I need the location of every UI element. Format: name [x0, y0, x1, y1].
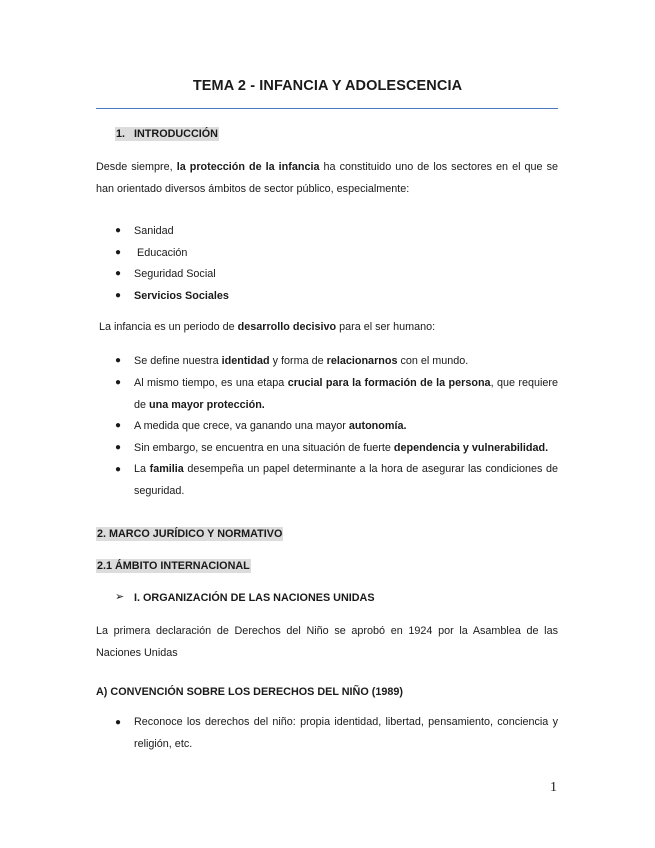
section-2-1-heading-text: 2.1 ÁMBITO INTERNACIONAL	[97, 560, 250, 572]
bullet-icon: ●	[115, 442, 122, 453]
onu-heading: I. ORGANIZACIÓN DE LAS NACIONES UNIDAS	[134, 592, 375, 604]
list-item-sanidad: Sanidad	[134, 225, 174, 237]
point-autonomia	[134, 419, 406, 433]
bullet-icon: ●	[115, 247, 122, 258]
point-bold: autonomía.	[348, 420, 407, 432]
infancia-bold: desarrollo decisivo	[237, 321, 337, 333]
point-text: y forma de	[269, 355, 327, 367]
convencion-point: Reconoce los derechos del niño: propia identidad, libertad, pensamiento, conciencia y religión, etc.	[134, 716, 558, 750]
section-2-heading-text: 2. MARCO JURÍDICO Y NORMATIVO	[97, 528, 283, 540]
declaracion-paragraph: La primera declaración de Derechos del Niño se aprobó en 1924 por la Asamblea de las Naciones Unidas	[96, 625, 558, 659]
section-1-heading-text: 1. INTRODUCCIÓN	[116, 128, 218, 140]
point-text: desempeña un papel determinante a la hora de asegurar las condiciones de seguridad.	[134, 463, 559, 497]
infancia-intro	[96, 320, 435, 334]
bullet-icon: ●	[115, 717, 122, 728]
point-bold: relacionarnos	[326, 355, 398, 367]
point-text: Al mismo tiempo, es una etapa	[134, 377, 288, 389]
point-text: A medida que crece, va ganando una mayor	[134, 420, 349, 432]
point-text: La	[134, 463, 150, 475]
point-bold: crucial para la formación de la persona	[287, 377, 491, 389]
point-bold: una mayor protección.	[149, 399, 265, 411]
bullet-icon: ●	[115, 268, 122, 279]
point-dependencia	[134, 441, 548, 455]
point-text: , que requiere de	[134, 377, 559, 411]
point-identidad	[134, 354, 468, 368]
infancia-pre: La infancia es un periodo de	[96, 321, 238, 333]
section-1-heading	[115, 127, 219, 141]
point-text: Sin embargo, se encuentra en una situación de fuerte	[134, 442, 394, 454]
list-item-servicios-sociales: Servicios Sociales	[134, 290, 229, 302]
point-text: Se define nuestra	[134, 355, 222, 367]
point-bold: dependencia y vulnerabilidad.	[393, 442, 549, 454]
intro-post: ha constituido uno de los sectores en el que se han orientado diversos ámbitos de sector público, especialmente:	[96, 161, 558, 195]
list-item-seguridad-social: Seguridad Social	[134, 268, 216, 280]
document-title: TEMA 2 - INFANCIA Y ADOLESCENCIA	[192, 78, 463, 94]
intro-bold: la protección de la infancia	[176, 161, 320, 173]
intro-pre: Desde siempre,	[96, 161, 177, 173]
bullet-icon: ●	[115, 377, 122, 388]
point-text: con el mundo.	[397, 355, 469, 367]
point-bold: identidad	[221, 355, 270, 367]
bullet-icon: ●	[115, 464, 122, 475]
convencion-heading: A) CONVENCIÓN SOBRE LOS DERECHOS DEL NIÑO (1989)	[96, 686, 403, 698]
bullet-icon: ●	[115, 290, 122, 301]
arrow-bullet-icon: ➢	[115, 591, 125, 603]
bullet-icon: ●	[115, 355, 122, 366]
infancia-post: para el ser humano:	[336, 321, 436, 333]
point-crucial	[134, 372, 558, 416]
point-bold: familia	[149, 463, 184, 475]
title-underline	[96, 108, 558, 109]
list-item-educacion: Educación	[134, 247, 188, 259]
bullet-icon: ●	[115, 420, 122, 431]
bullet-icon: ●	[115, 225, 122, 236]
intro-paragraph	[96, 156, 558, 200]
section-2-heading	[96, 527, 283, 541]
section-2-1-heading	[96, 559, 251, 573]
point-familia	[134, 458, 558, 502]
page-number: 1	[550, 780, 557, 795]
